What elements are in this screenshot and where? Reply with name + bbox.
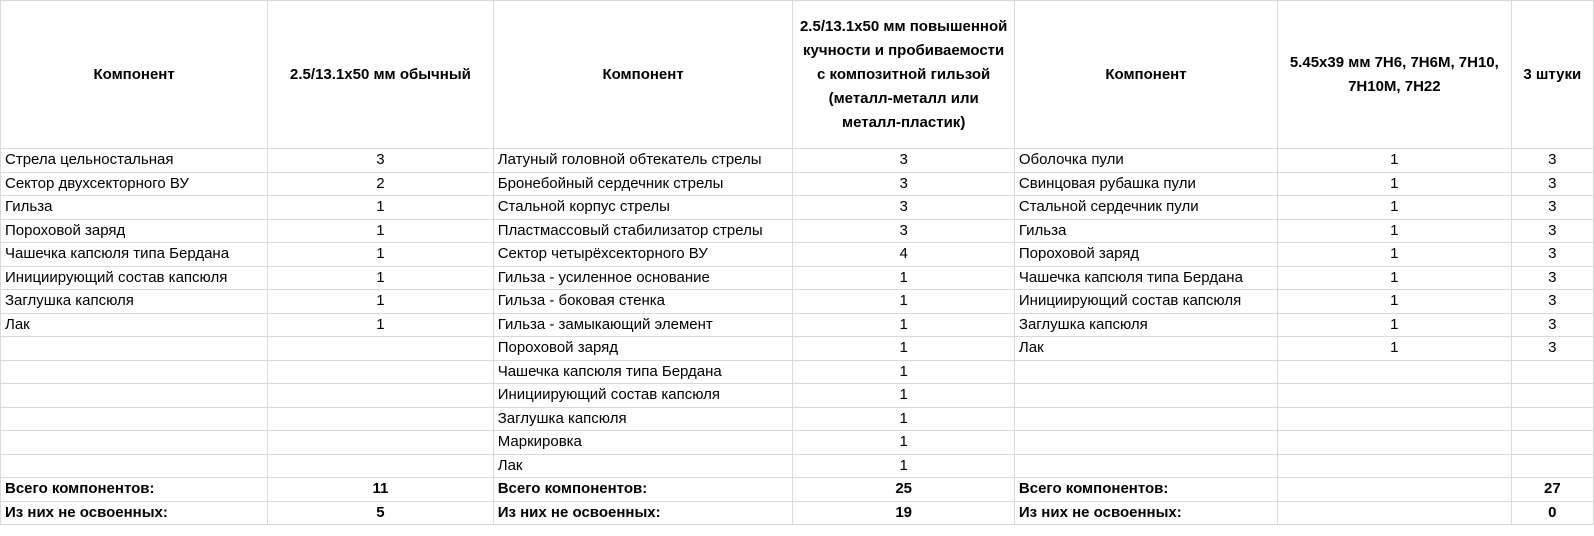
cell-component-2[interactable]: Инициирующий состав капсюля (493, 384, 793, 408)
table-row (1, 172, 1594, 196)
cell-qty-1[interactable]: 2 (268, 172, 494, 196)
cell-qty-1[interactable]: 1 (268, 290, 494, 314)
cell-count-3[interactable]: 3 (1511, 172, 1593, 196)
total-cell-qty-3[interactable] (1278, 478, 1512, 502)
cell-qty-3[interactable] (1278, 454, 1512, 478)
cell-qty-1[interactable] (268, 337, 494, 361)
cell-count-3[interactable]: 3 (1511, 243, 1593, 267)
cell-count-3[interactable]: 3 (1511, 290, 1593, 314)
cell-component-1[interactable] (1, 431, 268, 455)
cell-qty-3[interactable]: 1 (1278, 149, 1512, 173)
cell-count-3[interactable]: 3 (1511, 196, 1593, 220)
cell-component-2[interactable]: Чашечка капсюля типа Бердана (493, 360, 793, 384)
header-row (1, 1, 1594, 149)
total-cell-component-3[interactable]: Всего компонентов: (1014, 478, 1277, 502)
cell-component-3[interactable] (1014, 454, 1277, 478)
cell-component-3[interactable]: Оболочка пули (1014, 149, 1277, 173)
cell-qty-2[interactable]: 1 (793, 313, 1014, 337)
table-row (1, 384, 1594, 408)
cell-component-2[interactable]: Стальной корпус стрелы (493, 196, 793, 220)
cell-qty-1[interactable]: 1 (268, 196, 494, 220)
cell-qty-2[interactable]: 1 (793, 454, 1014, 478)
cell-component-1[interactable]: Инициирующий состав капсюля (1, 266, 268, 290)
cell-qty-3[interactable]: 1 (1278, 243, 1512, 267)
cell-qty-2[interactable]: 1 (793, 266, 1014, 290)
cell-component-2[interactable]: Гильза - замыкающий элемент (493, 313, 793, 337)
cell-component-1[interactable]: Стрела цельностальная (1, 149, 268, 173)
cell-component-1[interactable] (1, 407, 268, 431)
cell-qty-2[interactable]: 3 (793, 196, 1014, 220)
cell-count-3[interactable]: 3 (1511, 313, 1593, 337)
cell-qty-3[interactable]: 1 (1278, 313, 1512, 337)
cell-qty-1[interactable] (268, 454, 494, 478)
header-ammo-1[interactable]: 2.5/13.1x50 мм обычный (268, 1, 494, 149)
cell-component-1[interactable]: Сектор двухсекторного ВУ (1, 172, 268, 196)
cell-qty-3[interactable]: 1 (1278, 172, 1512, 196)
cell-component-2[interactable]: Сектор четырёхсекторного ВУ (493, 243, 793, 267)
cell-component-1[interactable]: Заглушка капсюля (1, 290, 268, 314)
total-cell-count-3[interactable]: 27 (1511, 478, 1593, 502)
cell-qty-2[interactable]: 1 (793, 337, 1014, 361)
cell-qty-3[interactable]: 1 (1278, 337, 1512, 361)
cell-component-3[interactable] (1014, 431, 1277, 455)
cell-component-3[interactable] (1014, 360, 1277, 384)
cell-qty-1[interactable]: 1 (268, 243, 494, 267)
cell-qty-2[interactable]: 1 (793, 384, 1014, 408)
cell-qty-3[interactable]: 1 (1278, 266, 1512, 290)
cell-component-1[interactable]: Лак (1, 313, 268, 337)
table-row (1, 196, 1594, 220)
cell-qty-1[interactable] (268, 407, 494, 431)
cell-component-2[interactable]: Заглушка капсюля (493, 407, 793, 431)
table-row (1, 407, 1594, 431)
cell-count-3[interactable] (1511, 360, 1593, 384)
cell-component-1[interactable]: Пороховой заряд (1, 219, 268, 243)
cell-qty-3[interactable] (1278, 360, 1512, 384)
cell-component-1[interactable]: Чашечка капсюля типа Бердана (1, 243, 268, 267)
header-component-2[interactable]: Компонент (493, 1, 793, 149)
cell-qty-3[interactable]: 1 (1278, 219, 1512, 243)
cell-qty-2[interactable]: 3 (793, 149, 1014, 173)
cell-component-3[interactable]: Лак (1014, 337, 1277, 361)
cell-component-3[interactable]: Стальной сердечник пули (1014, 196, 1277, 220)
cell-component-1[interactable]: Гильза (1, 196, 268, 220)
table-row (1, 454, 1594, 478)
cell-component-1[interactable] (1, 360, 268, 384)
not-mastered-row (1, 501, 1594, 525)
cell-component-3[interactable]: Чашечка капсюля типа Бердана (1014, 266, 1277, 290)
cell-qty-1[interactable]: 1 (268, 266, 494, 290)
cell-component-3[interactable] (1014, 384, 1277, 408)
cell-component-3[interactable] (1014, 407, 1277, 431)
cell-component-2[interactable]: Латуный головной обтекатель стрелы (493, 149, 793, 173)
total-cell-qty-1[interactable]: 11 (268, 478, 494, 502)
cell-count-3[interactable] (1511, 431, 1593, 455)
cell-component-1[interactable] (1, 454, 268, 478)
total-cell-qty-2[interactable]: 25 (793, 478, 1014, 502)
header-count-3[interactable]: 3 штуки (1511, 1, 1593, 149)
cell-qty-3[interactable] (1278, 384, 1512, 408)
cell-count-3[interactable]: 3 (1511, 149, 1593, 173)
total-cell-qty-2[interactable]: 19 (793, 501, 1014, 525)
total-cell-qty-3[interactable] (1278, 501, 1512, 525)
cell-qty-3[interactable]: 1 (1278, 290, 1512, 314)
cell-qty-2[interactable]: 1 (793, 290, 1014, 314)
cell-component-2[interactable]: Гильза - усиленное основание (493, 266, 793, 290)
cell-qty-1[interactable]: 3 (268, 149, 494, 173)
header-ammo-3[interactable]: 5.45x39 мм 7Н6, 7Н6М, 7Н10, 7Н10М, 7Н22 (1278, 1, 1512, 149)
total-cell-component-2[interactable]: Всего компонентов: (493, 478, 793, 502)
total-cell-component-1[interactable]: Всего компонентов: (1, 478, 268, 502)
table-row (1, 149, 1594, 173)
header-component-1[interactable]: Компонент (1, 1, 268, 149)
cell-count-3[interactable]: 3 (1511, 266, 1593, 290)
cell-component-2[interactable]: Пороховой заряд (493, 337, 793, 361)
cell-qty-2[interactable]: 1 (793, 360, 1014, 384)
total-components-row (1, 478, 1594, 502)
cell-qty-3[interactable] (1278, 407, 1512, 431)
table-row (1, 243, 1594, 267)
cell-qty-3[interactable] (1278, 431, 1512, 455)
cell-qty-1[interactable] (268, 431, 494, 455)
cell-component-2[interactable]: Пластмассовый стабилизатор стрелы (493, 219, 793, 243)
cell-qty-1[interactable]: 1 (268, 219, 494, 243)
cell-component-3[interactable]: Инициирующий состав капсюля (1014, 290, 1277, 314)
table-row (1, 360, 1594, 384)
total-cell-component-1[interactable]: Из них не освоенных: (1, 501, 268, 525)
table-row (1, 313, 1594, 337)
cell-component-3[interactable]: Заглушка капсюля (1014, 313, 1277, 337)
cell-component-1[interactable] (1, 337, 268, 361)
cell-qty-2[interactable]: 1 (793, 407, 1014, 431)
cell-qty-1[interactable] (268, 360, 494, 384)
table-row (1, 266, 1594, 290)
table-row (1, 337, 1594, 361)
header-ammo-2[interactable]: 2.5/13.1x50 мм повышенной кучности и пробиваемости с композитной гильзой (металл-металл или металл-пластик) (793, 1, 1014, 149)
cell-count-3[interactable] (1511, 454, 1593, 478)
cell-qty-3[interactable]: 1 (1278, 196, 1512, 220)
cell-qty-2[interactable]: 4 (793, 243, 1014, 267)
total-cell-component-2[interactable]: Из них не освоенных: (493, 501, 793, 525)
cell-component-3[interactable]: Гильза (1014, 219, 1277, 243)
cell-qty-1[interactable] (268, 384, 494, 408)
cell-component-2[interactable]: Лак (493, 454, 793, 478)
cell-component-3[interactable]: Свинцовая рубашка пули (1014, 172, 1277, 196)
total-cell-component-3[interactable]: Из них не освоенных: (1014, 501, 1277, 525)
table-row (1, 290, 1594, 314)
cell-qty-2[interactable]: 1 (793, 431, 1014, 455)
total-cell-qty-1[interactable]: 5 (268, 501, 494, 525)
table-row (1, 431, 1594, 455)
total-cell-count-3[interactable]: 0 (1511, 501, 1593, 525)
cell-component-3[interactable]: Пороховой заряд (1014, 243, 1277, 267)
cell-count-3[interactable]: 3 (1511, 219, 1593, 243)
table-row (1, 219, 1594, 243)
cell-component-2[interactable]: Маркировка (493, 431, 793, 455)
cell-component-1[interactable] (1, 384, 268, 408)
header-component-3[interactable]: Компонент (1014, 1, 1277, 149)
cell-qty-2[interactable]: 3 (793, 172, 1014, 196)
cell-component-2[interactable]: Гильза - боковая стенка (493, 290, 793, 314)
cell-count-3[interactable] (1511, 407, 1593, 431)
cell-count-3[interactable]: 3 (1511, 337, 1593, 361)
cell-qty-2[interactable]: 3 (793, 219, 1014, 243)
cell-component-2[interactable]: Бронебойный сердечник стрелы (493, 172, 793, 196)
cell-qty-1[interactable]: 1 (268, 313, 494, 337)
cell-count-3[interactable] (1511, 384, 1593, 408)
